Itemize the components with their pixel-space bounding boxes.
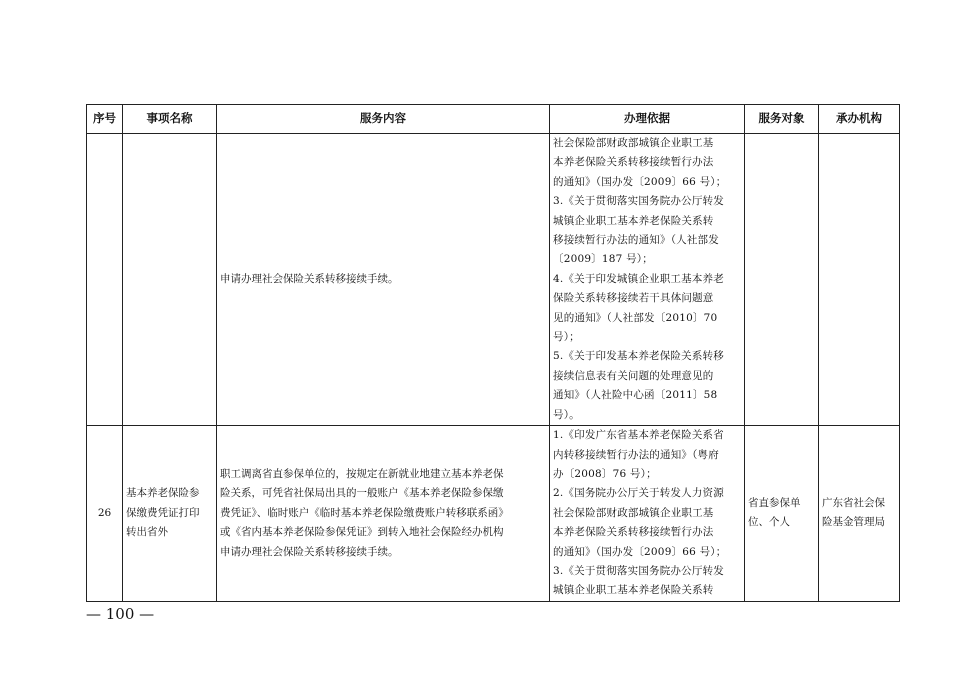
table-row-continued	[87, 134, 900, 426]
basis-line: 办〔2008〕76 号）；	[553, 467, 657, 480]
header-org: 承办机构	[819, 105, 900, 134]
content-line: 申请办理社会保险关系转移接续手续。	[220, 545, 399, 558]
basis-line: 城镇企业职工基本养老保险关系转	[553, 584, 714, 597]
cell-target-empty	[745, 134, 819, 426]
basis-line: 内转移接续暂行办法的通知》（粤府	[553, 448, 719, 461]
content-line: 或《省内基本养老保险参保凭证》到转入地社会保险经办机构	[220, 526, 504, 539]
service-table	[86, 104, 900, 602]
header-basis: 办理依据	[550, 105, 745, 134]
cell-content	[217, 134, 550, 426]
basis-line: 通知》（人社险中心函〔2011〕58	[553, 389, 718, 402]
cell-basis	[550, 134, 745, 426]
content-line: 费凭证》、临时账户《临时基本养老保险缴费账户转移联系函》	[220, 506, 509, 519]
basis-line: 3.《关于贯彻落实国务院办公厅转发	[553, 195, 724, 208]
cell-basis	[550, 426, 745, 602]
cell-seq: 26	[87, 426, 123, 602]
basis-line: 的通知》（国办发〔2009〕66 号）；	[553, 545, 727, 558]
table-header-row	[87, 105, 900, 134]
basis-line: 接续信息表有关问题的处理意见的	[553, 369, 714, 382]
header-service-content: 服务内容	[217, 105, 550, 134]
basis-line: 3.《关于贯彻落实国务院办公厅转发	[553, 564, 724, 577]
basis-line: 社会保险部财政部城镇企业职工基	[553, 137, 714, 149]
basis-line: 本养老保险关系转移接续暂行办法	[553, 156, 714, 169]
cell-org-empty	[819, 134, 900, 426]
basis-line: 移接续暂行办法的通知》（人社部发	[553, 234, 719, 247]
basis-line: 2.《国务院办公厅关于转发人力资源	[553, 487, 724, 500]
header-target: 服务对象	[745, 105, 819, 134]
cell-seq-empty	[87, 134, 123, 426]
cell-content	[217, 426, 550, 602]
basis-line: 本养老保险关系转移接续暂行办法	[553, 526, 714, 539]
content-line: 职工调离省直参保单位的，按规定在新就业地建立基本养老保	[220, 467, 504, 480]
name-line: 转出省外	[126, 526, 168, 539]
org-line: 险基金管理局	[822, 516, 885, 529]
basis-line: 保险关系转移接续若干具体问题意	[553, 292, 714, 305]
header-item-name: 事项名称	[123, 105, 217, 134]
basis-line: 4.《关于印发城镇企业职工基本养老	[553, 272, 724, 285]
basis-line: 号）；	[553, 331, 580, 344]
table-row-26	[87, 426, 900, 602]
basis-line: 1.《印发广东省基本养老保险关系省	[553, 429, 724, 442]
cell-item-name	[123, 426, 217, 602]
name-line: 保缴费凭证打印	[126, 506, 200, 519]
basis-line: 号）。	[553, 408, 580, 421]
cell-target	[745, 426, 819, 602]
basis-line: 5.《关于印发基本养老保险关系转移	[553, 350, 724, 363]
name-line: 基本养老保险参	[126, 487, 200, 500]
cell-org	[819, 426, 900, 602]
org-line: 广东省社会保	[822, 497, 885, 510]
basis-line: 城镇企业职工基本养老保险关系转	[553, 214, 714, 227]
content-line: 申请办理社会保险关系转移接续手续。	[220, 272, 399, 285]
basis-line: 的通知》（国办发〔2009〕66 号）；	[553, 175, 727, 188]
basis-line: 见的通知》（人社部发〔2010〕70	[553, 311, 718, 324]
target-line: 省直参保单	[748, 497, 801, 510]
page-number: — 100 —	[86, 605, 155, 623]
basis-line: 〔2009〕187 号）；	[553, 253, 653, 266]
header-seq: 序号	[87, 105, 123, 134]
cell-name-empty	[123, 134, 217, 426]
content-line: 险关系，可凭省社保局出具的一般账户《基本养老保险参保缴	[220, 487, 504, 500]
basis-line: 社会保险部财政部城镇企业职工基	[553, 506, 714, 519]
target-line: 位、个人	[748, 516, 790, 529]
